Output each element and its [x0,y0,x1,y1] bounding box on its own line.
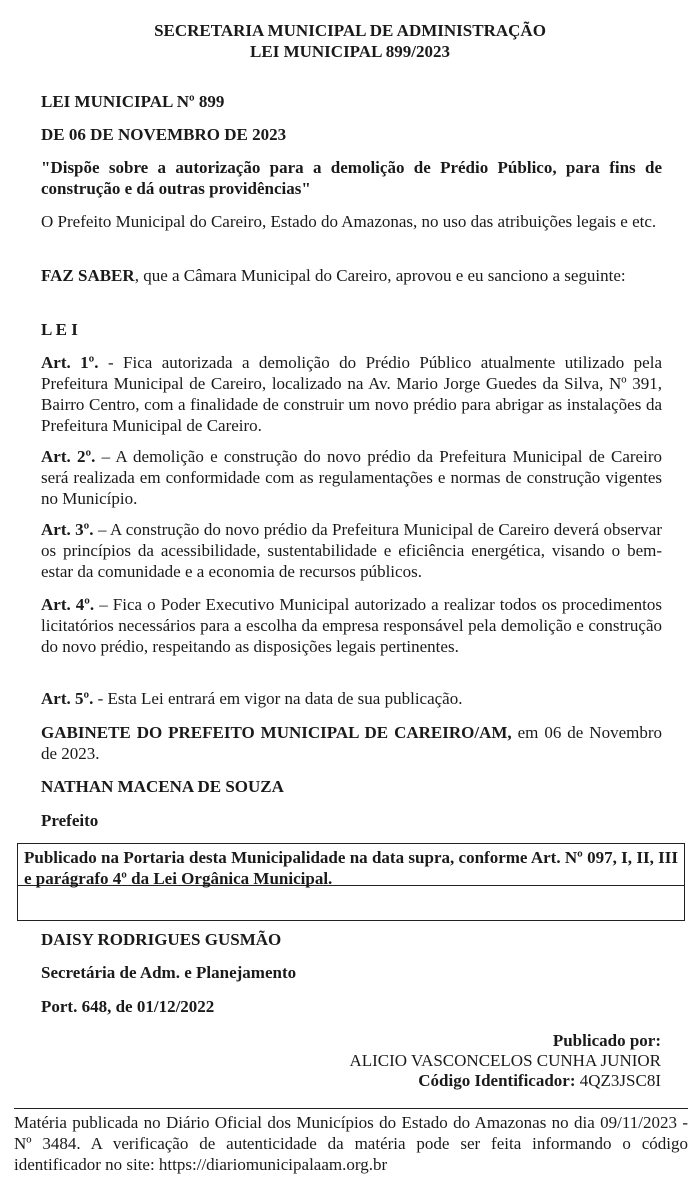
header-secretaria: SECRETARIA MUNICIPAL DE ADMINISTRAÇÃO [154,21,546,40]
article-text: – Fica o Poder Executivo Municipal autorizado a realizar todos os procedimentos licitatórios necessários para a escolha da empresa responsável pela demolição e construção do novo prédio, respeitando as disposições legais pertinentes. [41,595,662,656]
secretary-role: Secretária de Adm. e Planejamento [41,963,297,982]
faz-saber-paragraph [41,265,662,286]
secretary-portaria: Port. 648, de 01/12/2022 [41,997,215,1016]
mayor-name: NATHAN MACENA DE SOUZA [41,777,284,796]
article-2 [41,446,662,509]
identifier-line [418,1070,661,1091]
gabinete-paragraph [41,722,662,764]
article-4 [41,594,662,657]
secretary-name: DAISY RODRIGUES GUSMÃO [41,930,282,949]
article-label: Art. 2º. [41,447,96,466]
faz-saber-text: , que a Câmara Municipal do Careiro, aprovou e eu sanciono a seguinte: [134,266,626,285]
article-1 [41,352,662,436]
publication-box-text: Publicado na Portaria desta Municipalidade na data supra, conforme Art. Nº 097, I, II, III e parágrafo 4º da Lei Orgânica Municipal. [18,844,684,886]
law-title: LEI MUNICIPAL Nº 899 [41,92,225,111]
article-label: Art. 1º. [41,353,99,372]
publication-box [17,843,685,921]
law-ementa: "Dispõe sobre a autorização para a demolição de Prédio Público, para fins de construção e dá outras providências" [41,158,662,198]
article-label: Art. 4º. [41,595,95,614]
gabinete-text: em 06 de Novembro de 2023. [41,723,662,763]
article-label: Art. 3º. [41,520,94,539]
header-lei: LEI MUNICIPAL 899/2023 [250,42,450,61]
article-text: - Fica autorizada a demolição do Prédio Público atualmente utilizado pela Prefeitura Municipal de Careiro, localizado na Av. Mario Jorge Guedes da Silva, Nº 391, Bairro Centro, com a finalidade de construir um novo prédio para abrigar as instalações da Prefeitura Municipal de Careiro. [41,353,662,435]
article-label: Art. 5º. [41,689,94,708]
gabinete-label: GABINETE DO PREFEITO MUNICIPAL DE CAREIRO/AM, [41,723,512,742]
article-text: – A construção do novo prédio da Prefeitura Municipal de Careiro deverá observar os princípios da acessibilidade, sustentabilidade e eficiência energética, visando o bem-estar da comunidade e a economia de recursos públicos. [41,520,662,581]
mayor-role: Prefeito [41,811,99,830]
faz-saber-label: FAZ SABER [41,266,135,285]
lei-heading: L E I [41,320,78,339]
identifier-label: Código Identificador: [418,1071,576,1090]
article-text: - Esta Lei entrará em vigor na data de sua publicação. [93,689,463,708]
law-preamble: O Prefeito Municipal do Careiro, Estado do Amazonas, no uso das atribuições legais e etc. [41,212,657,231]
article-text: – A demolição e construção do novo prédio da Prefeitura Municipal de Careiro será realizada em conformidade com as regulamentações e normas de construção vigentes no Município. [41,447,662,508]
law-date: DE 06 DE NOVEMBRO DE 2023 [41,125,287,144]
article-3 [41,519,662,582]
identifier-code: 4QZ3JSC8I [579,1071,661,1090]
published-by-name: ALICIO VASCONCELOS CUNHA JUNIOR [349,1051,661,1070]
published-by-label: Publicado por: [552,1031,661,1050]
article-5 [41,688,662,709]
footer-note: Matéria publicada no Diário Oficial dos Municípios do Estado do Amazonas no dia 09/11/2023 - Nº 3484. A verificação de autenticidade da matéria pode ser feita informando o código identificador no site: https://diariomunicipalaam.org.br [14,1108,688,1175]
